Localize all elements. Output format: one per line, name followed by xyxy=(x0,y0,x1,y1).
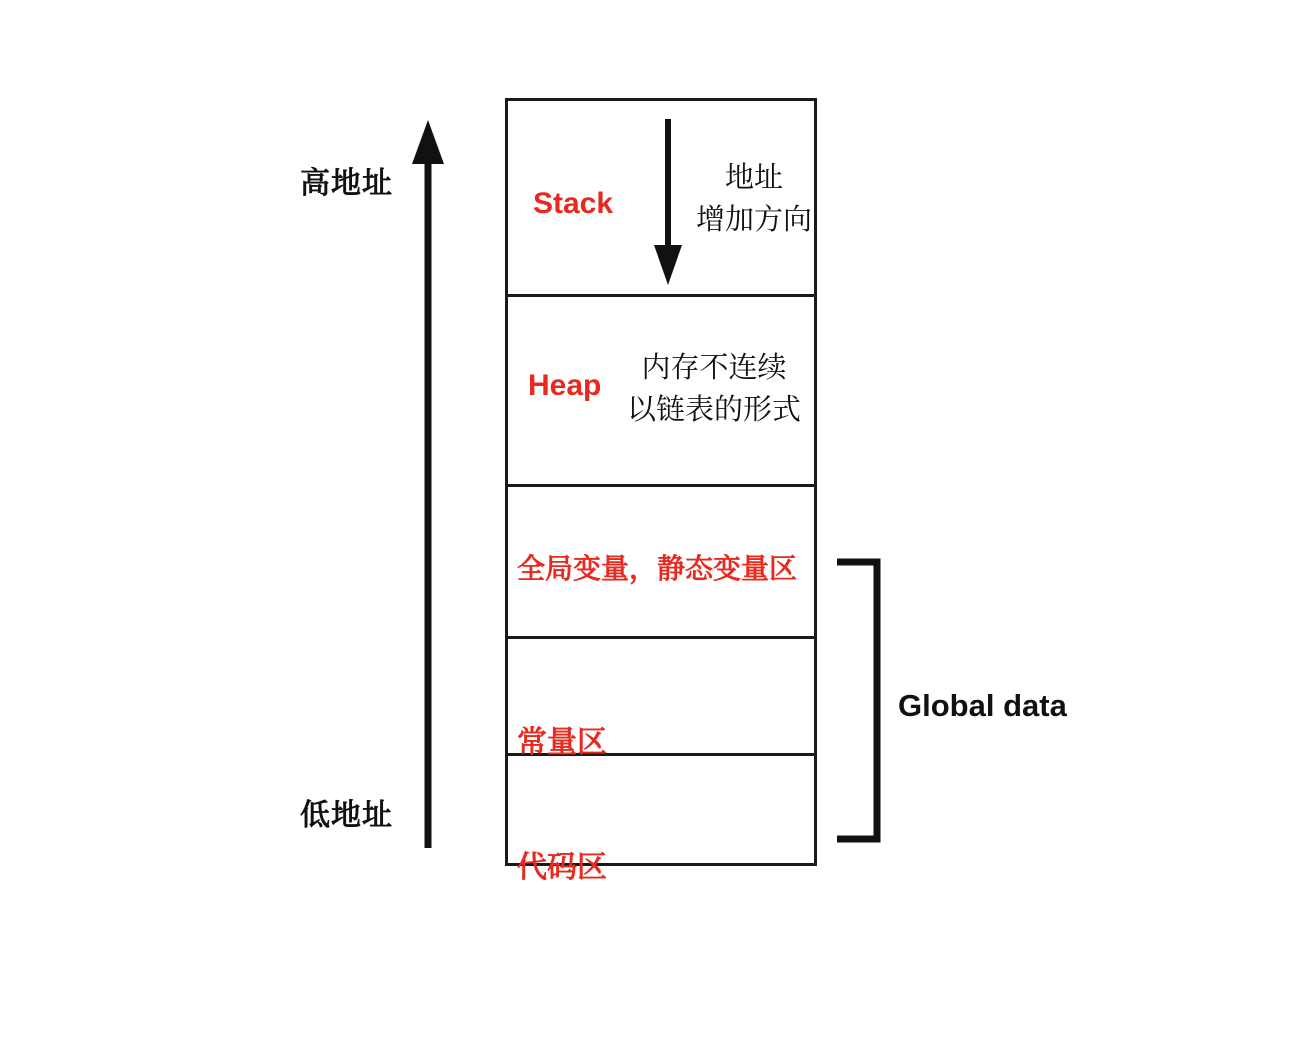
segment-label-constant: 常量区 xyxy=(517,726,607,759)
address-increase-arrow-icon xyxy=(648,119,688,287)
memory-segment-constant xyxy=(508,639,814,759)
memory-segment-global-static xyxy=(508,487,814,639)
segment-label-code: 代码区 xyxy=(517,851,607,884)
low-address-label: 低地址 xyxy=(300,799,393,832)
memory-segment-stack xyxy=(508,101,814,297)
segment-label-global-static: 全局变量，静态变量区 xyxy=(517,553,798,584)
global-data-label: Global data xyxy=(898,688,1067,723)
address-direction-arrow-icon xyxy=(406,118,450,848)
segment-label-heap: Heap xyxy=(528,369,602,402)
memory-layout-column xyxy=(505,98,817,884)
stack-note xyxy=(696,157,812,241)
stack-note-line2: 增加方向 xyxy=(696,204,813,237)
memory-segment-heap xyxy=(508,297,814,487)
segment-label-stack: Stack xyxy=(533,187,614,220)
stack-note-line1: 地址 xyxy=(725,162,784,194)
heap-note-line1: 内存不连续 xyxy=(641,352,787,384)
high-address-label: 高地址 xyxy=(300,167,393,200)
heap-note-line2: 以链表的形式 xyxy=(627,394,802,427)
memory-segment-code xyxy=(508,756,814,884)
global-data-bracket-icon xyxy=(833,558,885,843)
heap-note xyxy=(627,347,801,431)
